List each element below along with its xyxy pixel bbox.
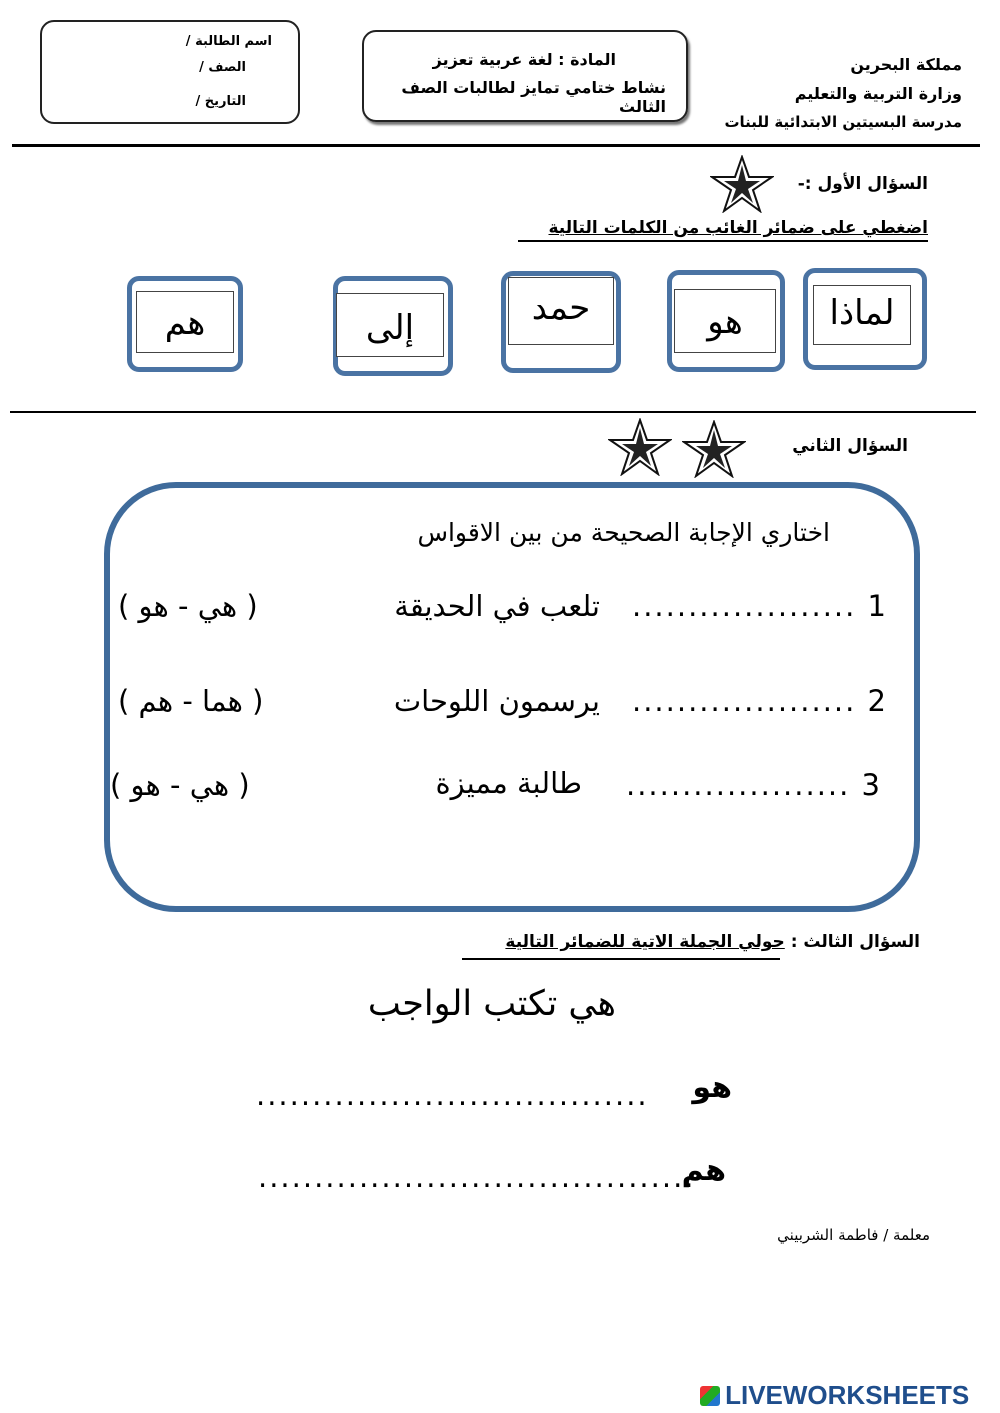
grade-field: الصف / [199,60,246,75]
word-label: هم [136,291,234,353]
date-field: التاريخ / [195,94,246,109]
q1-instruction: اضغطي على ضمائر الغائب من الكلمات التالية [548,218,928,238]
q2-item-number: 3 [861,768,880,802]
word-label: هو [674,289,776,353]
answer-blank[interactable]: .................... [632,589,857,623]
subject-box [362,30,688,122]
q2-item-text: يرسمون اللوحات [393,684,600,718]
pronoun-label: هو [692,1070,732,1105]
q3-title [505,932,920,952]
answer-line[interactable]: ................................... [256,1078,649,1112]
school-label: مدرسة البسيتين الابتدائية للبنات [724,113,962,131]
q2-item-choices[interactable]: ( هي - هو ) [118,589,258,623]
header-divider [12,144,980,147]
q3-title-prefix: السؤال الثالث : [790,932,920,952]
star-icon [682,420,746,478]
word-box-4[interactable] [333,276,453,376]
q2-item-text: تلعب في الحديقة [394,589,600,623]
q1-title: السؤال الأول :- [797,174,928,194]
q2-item-number: 2 [867,684,886,718]
school-header [724,50,962,137]
student-info-box [40,20,300,124]
q2-instruction: اختاري الإجابة الصحيحة من بين الاقواس [417,518,830,547]
q2-item-choices[interactable]: ( هما - هم ) [118,684,264,718]
q2-item-text: طالبة مميزة [435,766,582,800]
pronoun-label: هم [681,1153,726,1188]
answer-blank[interactable]: .................... [632,684,857,718]
word-label: حمد [508,277,614,345]
ministry-label: وزارة التربية والتعليم [794,84,962,103]
q3-instruction: حولي الجملة الاتية للضمائر التالية [505,932,785,952]
star-icon [710,155,774,213]
q1-underline [518,240,928,242]
student-name-field: اسم الطالبة / [185,34,272,49]
liveworksheets-icon [700,1386,720,1406]
brand-name: LIVEWORKSHEETS [725,1380,970,1410]
q2-title: السؤال الثاني [792,436,908,456]
answer-blank[interactable]: .................... [626,768,851,802]
answer-line[interactable]: ....................................... [258,1160,696,1194]
q2-item-number: 1 [867,589,886,623]
subject-label: المادة : لغة عربية تعزيز [432,50,616,69]
word-label: لماذا [813,285,911,345]
activity-label: نشاط ختامي تمايز لطالبات الصف الثالث [401,78,666,116]
word-label: إلى [336,293,444,357]
q2-item-choices[interactable]: ( هي - هو ) [110,768,250,802]
kingdom-label: مملكة البحرين [850,55,962,74]
teacher-label: معلمة / فاطمة الشربيني [777,1226,930,1244]
brand-logo [700,1380,969,1411]
q3-sentence: هي تكتب الواجب [367,984,616,1024]
q3-underline [462,958,780,960]
word-box-1[interactable] [803,268,927,370]
star-icon [608,418,672,476]
section-divider [10,411,976,413]
word-box-2[interactable] [667,270,785,372]
word-box-5[interactable] [127,276,243,372]
word-box-3[interactable] [501,271,621,373]
